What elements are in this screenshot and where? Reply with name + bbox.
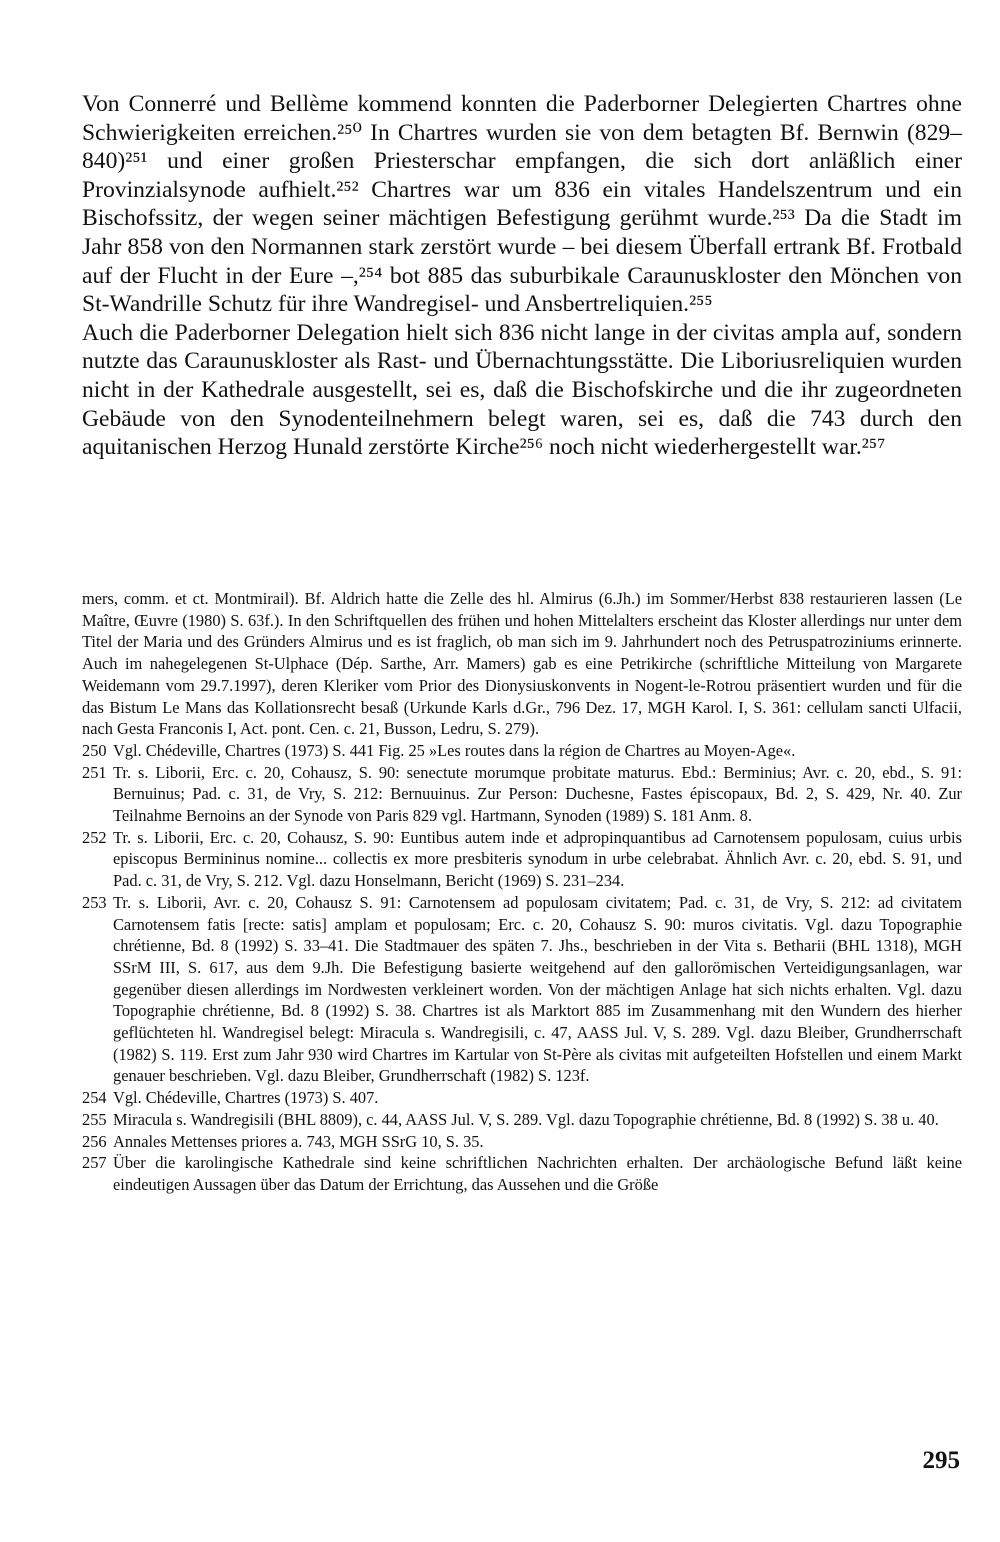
footnote-254 bbox=[82, 1087, 962, 1109]
main-text bbox=[82, 90, 962, 462]
footnote-number: 257 bbox=[82, 1153, 107, 1173]
footnote-256 bbox=[82, 1131, 962, 1153]
footnotes bbox=[82, 588, 962, 1196]
page-number: 295 bbox=[922, 1447, 960, 1474]
footnote-text: Annales Mettenses priores a. 743, MGH SSrG 10, S. 35. bbox=[113, 1131, 484, 1151]
footnote-number: 255 bbox=[82, 1109, 107, 1129]
footnote-number: 251 bbox=[82, 762, 107, 782]
footnote-number: 250 bbox=[82, 740, 107, 760]
footnote-number: 252 bbox=[82, 827, 107, 847]
footnote-text: Über die karolingische Kathedrale sind keine schriftlichen Nachrichten erhalten. Der archäologische Befund läßt keine eindeutigen Aussagen über das Datum der Errichtung, das Aussehen und die Größe bbox=[113, 1153, 962, 1194]
footnote-number: 254 bbox=[82, 1088, 107, 1108]
footnote-text: Vgl. Chédeville, Chartres (1973) S. 441 Fig. 25 »Les routes dans la région de Chartres au Moyen-Age«. bbox=[113, 740, 796, 760]
paragraph-2: Auch die Paderborner Delegation hielt sich 836 nicht lange in der civitas ampla auf, sondern nutzte das Caraunuskloster als Rast- und Übernachtungsstätte. Die Liboriusreliquien wurden nicht in der Kathedrale ausgestellt, sei es, daß die Bischofskirche und die ihr zugeordneten Gebäude von den Synodenteilnehmern belegt waren, sei es, daß die 743 durch den aquitanischen Herzog Hunald zerstörte Kirche²⁵⁶ noch nicht wiederhergestellt war.²⁵⁷ bbox=[82, 319, 962, 461]
footnote-text: Tr. s. Liborii, Avr. c. 20, Cohausz S. 91: Carnotensem ad populosam civitatem; Pad. c. 31, de Vry, S. 212: ad civitatem Carnotensem fatis [recte: satis] amplam et populosam; Erc. c. 20, Cohausz S. 90: muros civitatis. Vgl. dazu Topographie chrétienne, Bd. 8 (1992) S. 33–41. Die Stadtmauer des späten 7. Jhs., beschrieben in der Vita s. Betharii (BHL 1318), MGH SSrM III, S. 617, aus dem 9.Jh. Die Befestigung basierte weitgehend auf den gallorömischen Verteidigungsanlagen, war gegenüber diesen allerdings im Nordwesten verkleinert worden. Von der mächtigen Anlage hat sich nichts erhalten. Vgl. dazu Topographie chrétienne, Bd. 8 (1992) S. 38. Chartres ist als Marktort 885 im Zusammenhang mit den Wundern des hierher geflüchteten hl. Wandregisel belegt: Miracula s. Wandregisili, c. 47, AASS Jul. V, S. 289. Vgl. dazu Bleiber, Grundherrschaft (1982) S. 119. Erst zum Jahr 930 wird Chartres im Kartular von St-Père als civitas mit aufgeteilten Hofstellen und einem Markt genauer beschrieben. Vgl. dazu Bleiber, Grundherrschaft (1982) S. 123f. bbox=[113, 892, 962, 1086]
footnote-number: 253 bbox=[82, 892, 107, 912]
footnote-250 bbox=[82, 740, 962, 762]
paragraph-1: Von Connerré und Bellème kommend konnten die Paderborner Delegierten Chartres ohne Schwierigkeiten erreichen.²⁵⁰ In Chartres wurden sie von dem betagten Bf. Bernwin (829–840)²⁵¹ und einer großen Priesterschar empfangen, die sich dort anläßlich einer Provinzialsynode aufhielt.²⁵² Chartres war um 836 ein vitales Handelszentrum und ein Bischofssitz, der wegen seiner mächtigen Befestigung gerühmt wurde.²⁵³ Da die Stadt im Jahr 858 von den Normannen stark zerstört wurde – bei diesem Überfall ertrank Bf. Frotbald auf der Flucht in der Eure –,²⁵⁴ bot 885 das suburbikale Caraunuskloster den Mönchen von St-Wandrille Schutz für ihre Wandregisel- und Ansbertreliquien.²⁵⁵ bbox=[82, 91, 962, 318]
footnote-255 bbox=[82, 1109, 962, 1131]
footnote-text: Tr. s. Liborii, Erc. c. 20, Cohausz, S. 90: Euntibus autem inde et adpropinquantibus ad Carnotensem populosam, cuius urbis episcopus Bermininus nomine... collectis ex more presbiteris synodum in urbe celebrabat. Ähnlich Avr. c. 20, ebd. S. 91, und Pad. c. 31, de Vry, S. 212. Vgl. dazu Honselmann, Bericht (1969) S. 231–234. bbox=[113, 827, 962, 891]
footnote-text: Miracula s. Wandregisili (BHL 8809), c. 44, AASS Jul. V, S. 289. Vgl. dazu Topographie chrétienne, Bd. 8 (1992) S. 38 u. 40. bbox=[113, 1109, 939, 1129]
footnote-text: mers, comm. et ct. Montmirail). Bf. Aldrich hatte die Zelle des hl. Almirus (6.Jh.) im Sommer/Herbst 838 restaurieren lassen (Le Maître, Œuvre (1980) S. 63f.). In den Schriftquellen des frühen und hohen Mittelalters erscheint das Kloster allerdings nur unter dem Titel der Maria und des Gründers Almirus und es ist fraglich, ob man sich im 9. Jahrhundert noch des Petruspatroziniums erinnerte. Auch im nahegelegenen St-Ulphace (Dép. Sarthe, Arr. Mamers) gab es eine Petrikirche (schriftliche Mitteilung von Margarete Weidemann vom 29.7.1997), deren Kleriker vom Prior des Dionysiuskonvents in Nogent-le-Rotrou präsentiert wurden und für die das Bistum Le Mans das Kollationsrecht besaß (Urkunde Karls d.Gr., 796 Dez. 17, MGH Karol. I, S. 361: cellulam sancti Ulfacii, nach Gesta Franconis I, Act. pont. Cen. c. 21, Busson, Ledru, S. 279). bbox=[82, 589, 962, 739]
footnote-continued bbox=[82, 588, 962, 740]
footnote-257 bbox=[82, 1152, 962, 1195]
footnote-text: Tr. s. Liborii, Erc. c. 20, Cohausz, S. 90: senectute morumque probitate maturus. Ebd.: Berminius; Avr. c. 20, ebd., S. 91: Bernuinus; Pad. c. 31, de Vry, S. 212: Bernuuinus. Zur Person: Duchesne, Fastes épiscopaux, Bd. 2, S. 429, Nr. 40. Zur Teilnahme Bernoins an der Synode von Paris 829 vgl. Hartmann, Synoden (1989) S. 181 Anm. 8. bbox=[113, 762, 962, 826]
footnote-253 bbox=[82, 892, 962, 1087]
footnote-252 bbox=[82, 827, 962, 892]
footnote-text: Vgl. Chédeville, Chartres (1973) S. 407. bbox=[113, 1088, 379, 1108]
footnote-number: 256 bbox=[82, 1131, 107, 1151]
footnote-251 bbox=[82, 762, 962, 827]
